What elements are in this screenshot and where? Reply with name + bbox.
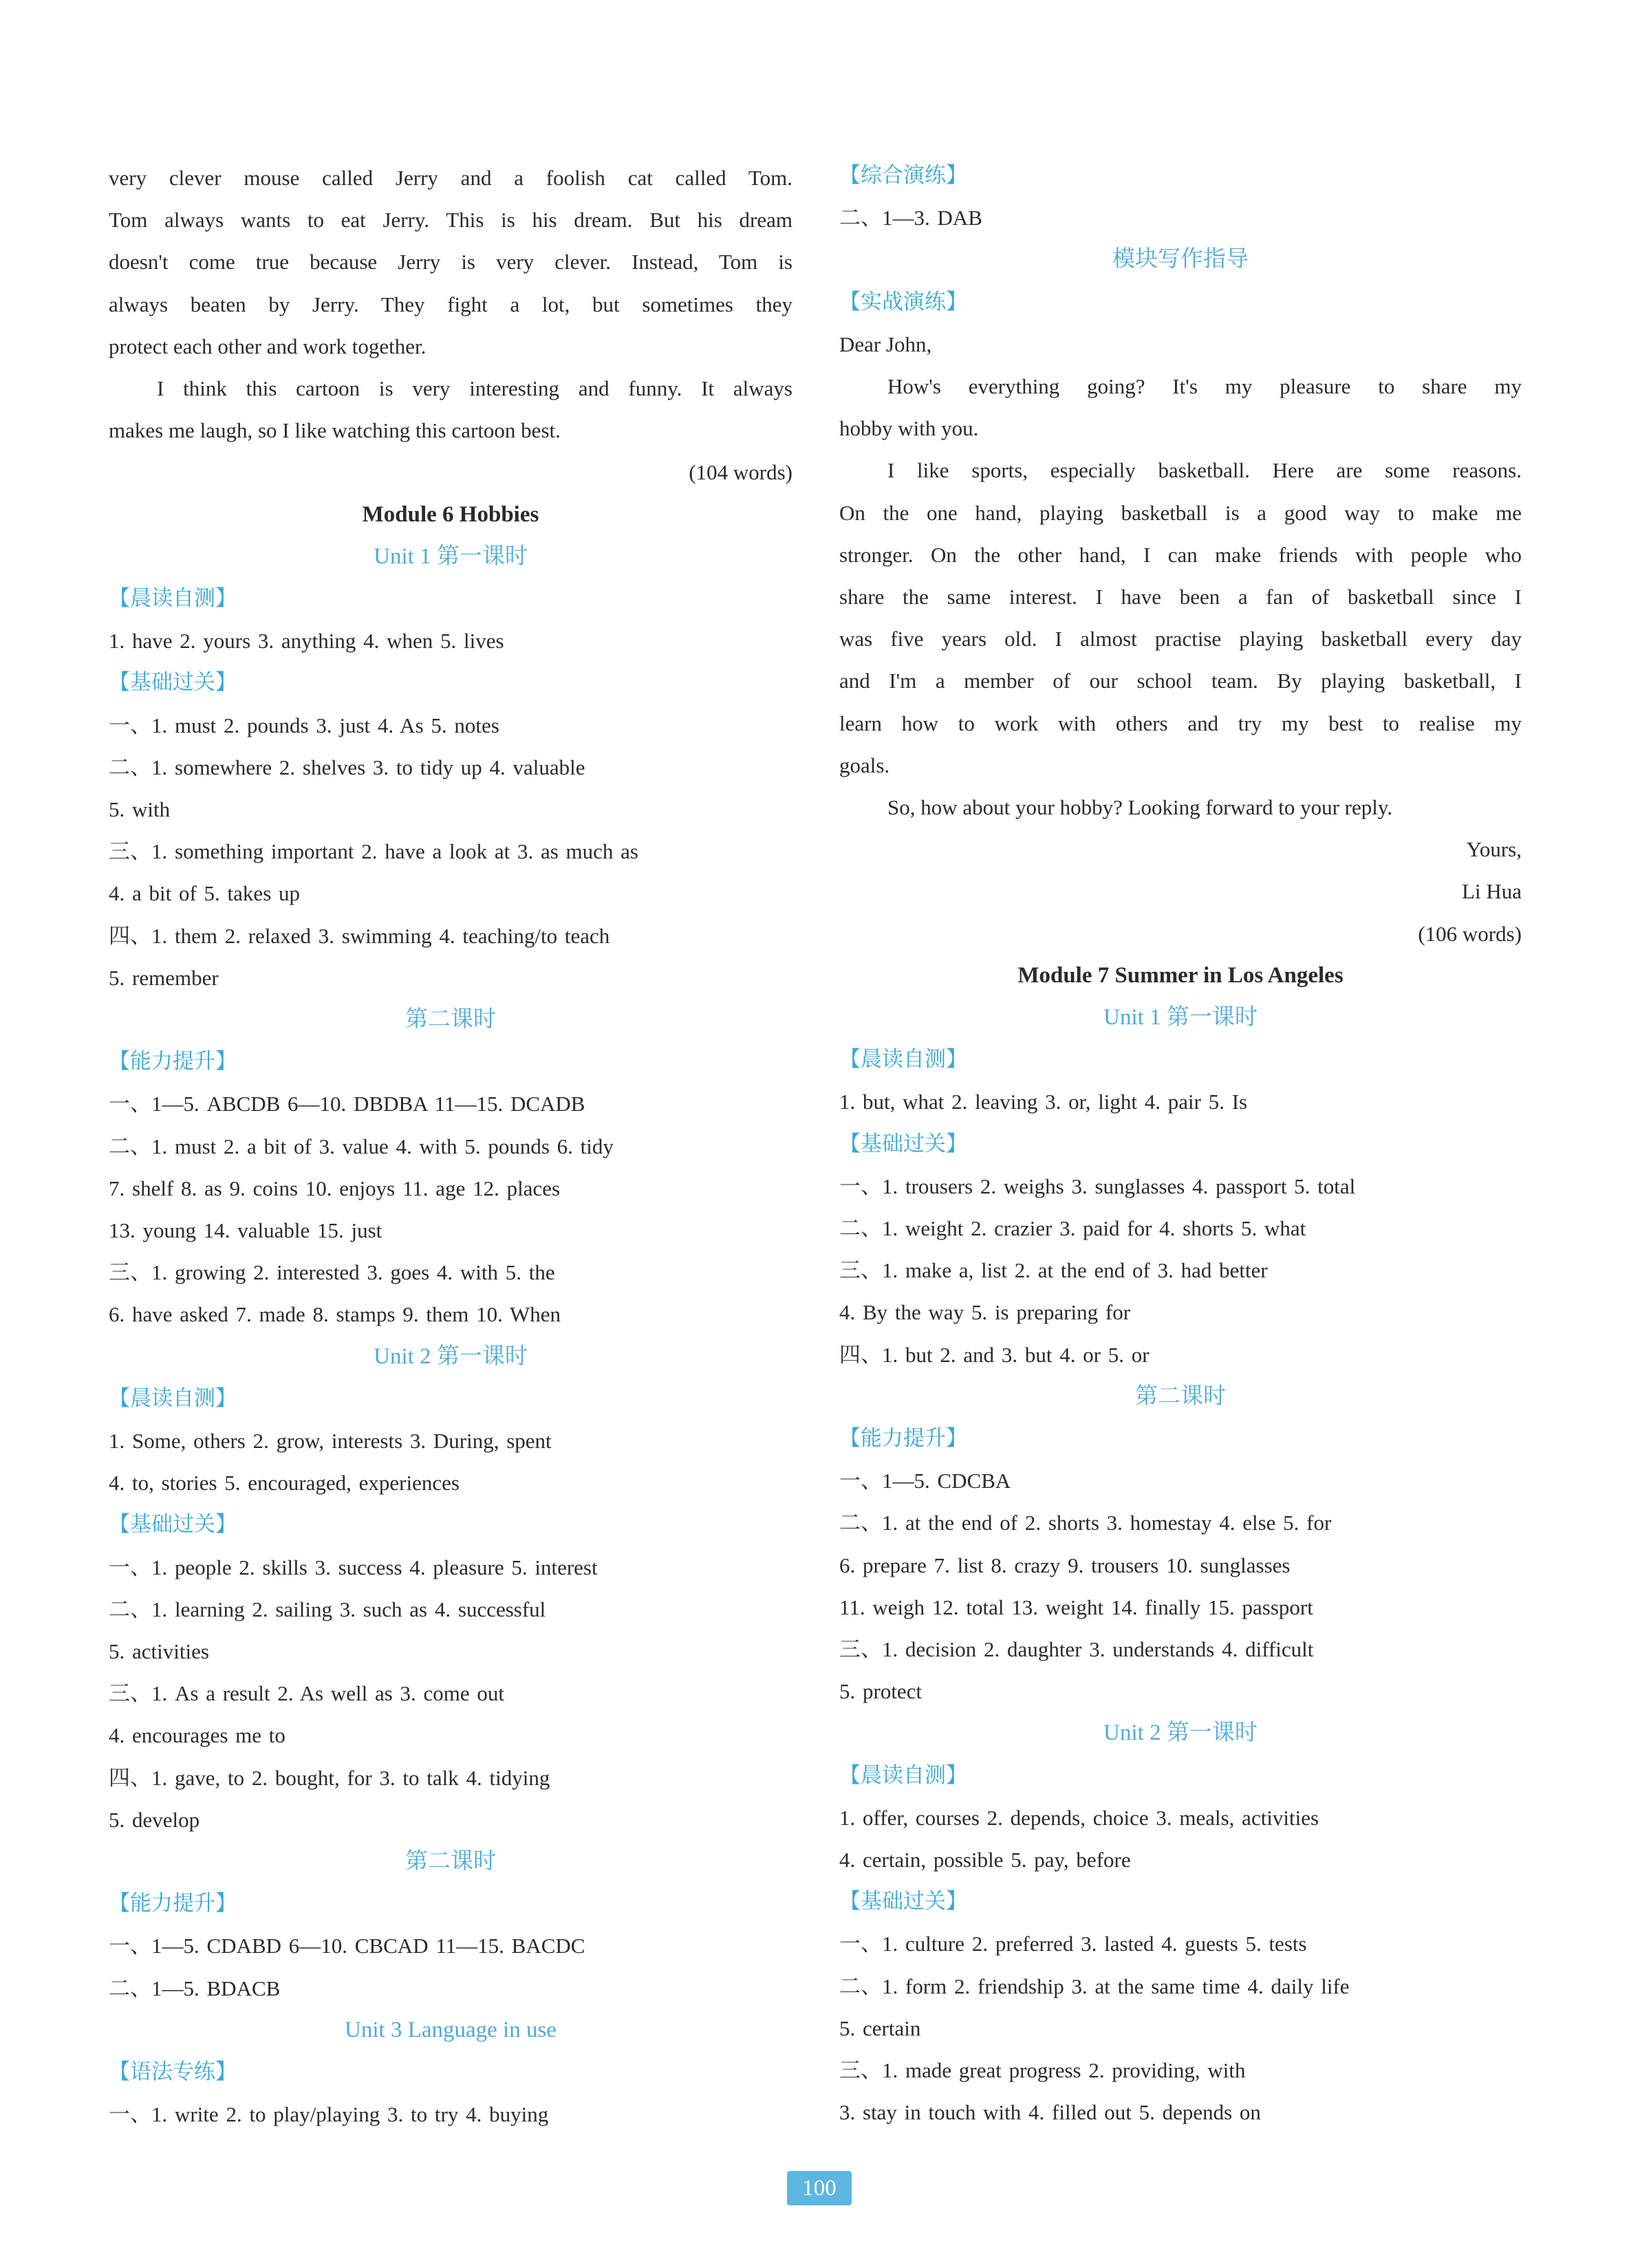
lesson-heading: 第二课时 (405, 1849, 496, 1874)
section-heading: 【能力提升】 (109, 1891, 237, 1916)
answer-line: 5. remember (109, 965, 219, 990)
story-line-5: protect each other and work together. (109, 334, 427, 358)
section-heading: 【能力提升】 (839, 1426, 967, 1451)
answer-line: 一、1. culture 2. preferred 3. lasted 4. guests 5. tests (839, 1932, 1307, 1956)
module-title: Module 7 Summer in Los Angeles (1017, 962, 1344, 988)
unit-heading: Unit 3 Language in use (345, 2017, 557, 2042)
answer-line: 一、1. write 2. to play/playing 3. to try 4. buying (109, 2102, 549, 2127)
answer-line: 四、1. them 2. relaxed 3. swimming 4. teaching/to teach (109, 923, 610, 948)
answer-line: 四、1. but 2. and 3. but 4. or 5. or (839, 1342, 1150, 1367)
letter-line: and I'm a member of our school team. By playing basketball, I (839, 669, 1522, 693)
answer-line: 二、1. at the end of 2. shorts 3. homestay 4. else 5. for (839, 1511, 1332, 1535)
letter-line: was five years old. I almost practise playing basketball every day (839, 627, 1522, 651)
answer-line: 4. certain, possible 5. pay, before (839, 1848, 1131, 1872)
answer-line: 4. to, stories 5. encouraged, experiences (109, 1471, 460, 1495)
section-heading: 【综合演练】 (839, 163, 967, 188)
letter-closing: Yours, (1466, 837, 1522, 862)
letter-line: goals. (839, 753, 890, 777)
unit-heading: Unit 1 第一课时 (1103, 1005, 1258, 1030)
answer-line: 4. By the way 5. is preparing for (839, 1300, 1131, 1325)
letter-line: So, how about your hobby? Looking forward to your reply. (887, 795, 1393, 819)
story-line-2: Tom always wants to eat Jerry. This is his dream. But his dream (109, 208, 792, 233)
answer-line: 一、1—5. ABCDB 6—10. DBDBA 11—15. DCADB (109, 1092, 585, 1116)
letter-line: I like sports, especially basketball. Here are some reasons. (887, 458, 1522, 483)
letter-line: learn how to work with others and try my best to realise my (839, 711, 1522, 735)
letter-line: How's everything going? It's my pleasure to share my (887, 374, 1522, 398)
answer-line: 三、1. growing 2. interested 3. goes 4. with 5. the (109, 1260, 555, 1285)
answer-line: 5. activities (109, 1639, 209, 1663)
answer-line: 一、1. trousers 2. weighs 3. sunglasses 4. passport 5. total (839, 1174, 1356, 1198)
letter-line: stronger. On the other hand, I can make friends with people who (839, 542, 1522, 567)
answer-line: 三、1. decision 2. daughter 3. understands 4. difficult (839, 1637, 1314, 1661)
unit-heading: Unit 1 第一课时 (374, 543, 528, 569)
answer-line: 4. a bit of 5. takes up (109, 881, 301, 906)
answer-line: 5. certain (839, 2016, 921, 2040)
answer-line: 5. with (109, 797, 171, 821)
answer-line: 二、1. must 2. a bit of 3. value 4. with 5. pounds 6. tidy (109, 1134, 614, 1158)
letter-line: On the one hand, playing basketball is a good way to make me (839, 500, 1522, 525)
answer-line: 3. stay in touch with 4. filled out 5. depends on (839, 2100, 1261, 2125)
answer-line: 11. weigh 12. total 13. weight 14. finally 15. passport (839, 1595, 1313, 1619)
answer-line: 一、1—5. CDCBA (839, 1469, 1011, 1493)
answer-line: 二、1. somewhere 2. shelves 3. to tidy up 4. valuable (109, 755, 585, 779)
answer-line: 1. have 2. yours 3. anything 4. when 5. lives (109, 629, 504, 654)
answer-line: 5. develop (109, 1807, 200, 1832)
answer-line: 6. prepare 7. list 8. crazy 9. trousers 10. sunglasses (839, 1553, 1291, 1577)
answer-line: 二、1. weight 2. crazier 3. paid for 4. shorts 5. what (839, 1216, 1306, 1240)
section-title: 模块写作指导 (1112, 247, 1249, 272)
letter-greeting: Dear John, (839, 332, 932, 356)
letter-signature: Li Hua (1462, 879, 1522, 904)
answer-line: 5. protect (839, 1679, 922, 1704)
section-heading: 【实战演练】 (839, 289, 967, 314)
answer-line: 四、1. gave, to 2. bought, for 3. to talk 4. tidying (109, 1765, 550, 1790)
story-line-6: I think this cartoon is very interesting and funny. It always (157, 376, 792, 400)
answer-line: 7. shelf 8. as 9. coins 10. enjoys 11. age 12. places (109, 1176, 561, 1200)
answer-line: 二、1—5. BDACB (109, 1976, 281, 2000)
answer-line: 一、1—5. CDABD 6—10. CBCAD 11—15. BACDC (109, 1934, 585, 1958)
answer-line: 三、1. make a, list 2. at the end of 3. had better (839, 1258, 1268, 1283)
section-heading: 【基础过关】 (839, 1131, 967, 1156)
section-heading: 【晨读自测】 (839, 1047, 967, 1072)
story-line-4: always beaten by Jerry. They fight a lot, but sometimes they (109, 292, 792, 316)
unit-heading: Unit 2 第一课时 (1103, 1720, 1258, 1746)
lesson-heading: 第二课时 (1135, 1383, 1226, 1409)
answer-line: 6. have asked 7. made 8. stamps 9. them 10. When (109, 1302, 561, 1327)
word-count: (104 words) (689, 460, 792, 485)
page-number: 100 (787, 2171, 852, 2205)
section-heading: 【基础过关】 (109, 670, 237, 695)
unit-heading: Unit 2 第一课时 (374, 1343, 528, 1369)
letter-line: hobby with you. (839, 416, 979, 441)
section-heading: 【晨读自测】 (109, 1385, 237, 1411)
answer-line: 4. encourages me to (109, 1723, 285, 1748)
answer-line: 二、1. learning 2. sailing 3. such as 4. successful (109, 1597, 546, 1621)
answer-line: 1. but, what 2. leaving 3. or, light 4. pair 5. Is (839, 1090, 1248, 1114)
section-heading: 【基础过关】 (109, 1512, 237, 1537)
lesson-heading: 第二课时 (405, 1007, 496, 1032)
answer-line: 一、1. people 2. skills 3. success 4. pleasure 5. interest (109, 1555, 598, 1579)
story-line-1: very clever mouse called Jerry and a foolish cat called Tom. (109, 166, 792, 190)
answer-line: 三、1. something important 2. have a look at 3. as much as (109, 839, 638, 864)
answer-line: 二、1—3. DAB (839, 206, 982, 230)
answer-line: 三、1. made great progress 2. providing, with (839, 2058, 1246, 2082)
section-heading: 【晨读自测】 (839, 1762, 967, 1788)
story-line-7: makes me laugh, so I like watching this cartoon best. (109, 418, 561, 443)
story-line-3: doesn't come true because Jerry is very clever. Instead, Tom is (109, 250, 792, 274)
answer-line: 1. offer, courses 2. depends, choice 3. meals, activities (839, 1805, 1319, 1830)
section-heading: 【语法专练】 (109, 2060, 237, 2084)
section-heading: 【晨读自测】 (109, 586, 237, 611)
letter-line: share the same interest. I have been a fan of basketball since I (839, 585, 1522, 609)
answer-line: 1. Some, others 2. grow, interests 3. During, spent (109, 1429, 552, 1453)
answer-line: 一、1. must 2. pounds 3. just 4. As 5. notes (109, 713, 499, 737)
answer-line: 二、1. form 2. friendship 3. at the same time 4. daily life (839, 1974, 1350, 1998)
word-count: (106 words) (1418, 921, 1522, 946)
module-title: Module 6 Hobbies (362, 501, 539, 527)
answer-line: 13. young 14. valuable 15. just (109, 1218, 382, 1242)
section-heading: 【能力提升】 (109, 1049, 237, 1074)
answer-line: 三、1. As a result 2. As well as 3. come out (109, 1681, 505, 1706)
section-heading: 【基础过关】 (839, 1889, 967, 1914)
